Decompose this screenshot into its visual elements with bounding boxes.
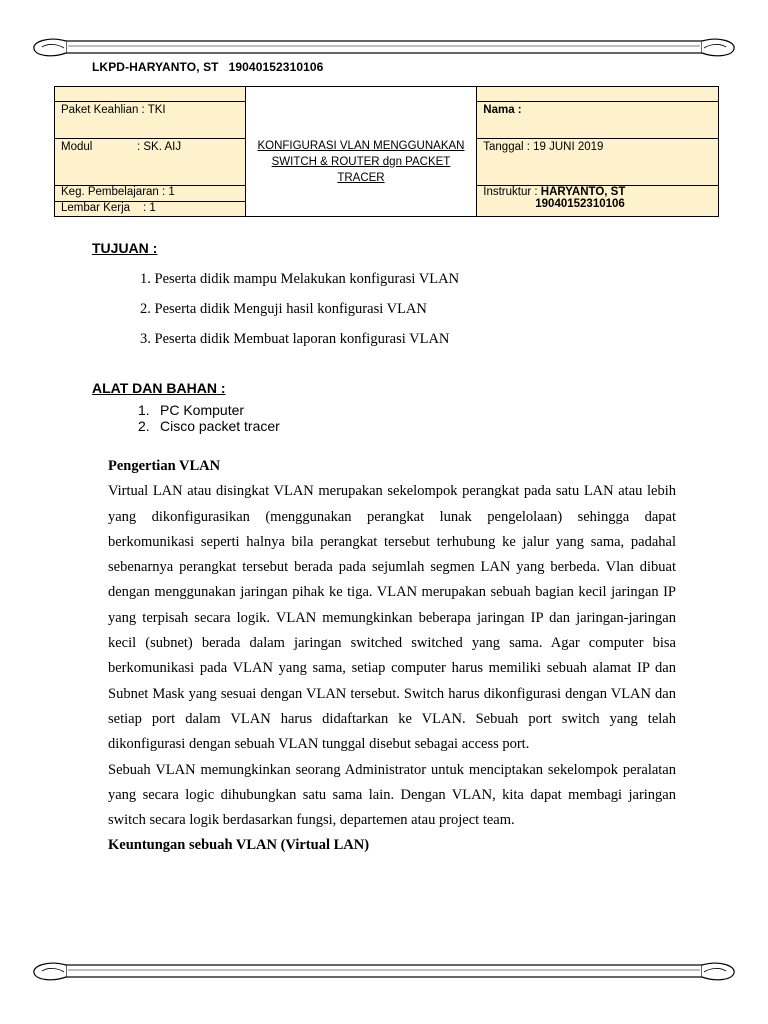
alat-item-1 (138, 402, 280, 418)
modul-cell (55, 139, 246, 186)
lembar-cell (55, 202, 246, 217)
nama-cell (477, 102, 719, 139)
header-author: LKPD-HARYANTO, ST (92, 60, 219, 74)
keuntungan-title: Keuntungan sebuah VLAN (Virtual LAN) (108, 837, 370, 854)
lembar-label: Lembar Kerja (61, 202, 131, 214)
pengertian-title: Pengertian VLAN (108, 458, 221, 474)
modul-label: Modul (61, 141, 93, 153)
keg-pembelajaran: Keg. Pembelajaran : 1 (61, 186, 175, 198)
tanggal-cell (477, 139, 719, 186)
paket-keahlian: Paket Keahlian : TKI (61, 104, 166, 116)
alat-item-2-text: Cisco packet tracer (160, 418, 280, 434)
document-header (92, 60, 323, 74)
pengertian-paragraph-2: Sebuah VLAN memungkinkan seorang Administrator untuk menciptakan sekelompok peralatan yang secara logic dihubungkan satu sama lain. Dengan VLAN, kita dapat membagi jaringan switch secara logik berdasarkan fungsi, departemen atau project team. (108, 761, 676, 829)
module-title-line-2: SWITCH & ROUTER dgn PACKET (271, 155, 451, 168)
header-nip: 19040152310106 (228, 60, 324, 74)
alat-item-2-num: 2. (138, 418, 150, 434)
info-table (54, 86, 719, 217)
instruktur-name: HARYANTO, ST (540, 186, 626, 198)
lembar-value: : 1 (143, 202, 156, 214)
module-title-cell (245, 87, 477, 217)
modul-value: : SK. AIJ (137, 141, 182, 153)
tujuan-item-3: 3. Peserta didik Membuat laporan konfigurasi VLAN (140, 331, 450, 347)
instruktur-label: Instruktur : (483, 186, 538, 198)
alat-item-1-text: PC Komputer (160, 402, 245, 418)
instruktur-cell (477, 186, 719, 217)
module-title-line-1: KONFIGURASI VLAN MENGGUNAKAN (257, 139, 465, 152)
tujuan-heading: TUJUAN : (92, 240, 158, 256)
bottom-scroll-border (28, 958, 740, 988)
instruktur-nip: 19040152310106 (535, 198, 625, 210)
tujuan-list (140, 266, 459, 356)
alat-list (138, 402, 280, 434)
nama-label: Nama : (483, 104, 522, 116)
paket-cell (55, 102, 246, 139)
alat-item-1-num: 1. (138, 402, 150, 418)
module-title-line-3: TRACER (337, 171, 385, 184)
body-section (108, 454, 676, 859)
tujuan-item-1: 1. Peserta didik mampu Melakukan konfigurasi VLAN (140, 271, 460, 287)
keg-cell (55, 186, 246, 202)
pengertian-paragraph-1: Virtual LAN atau disingkat VLAN merupakan sekelompok perangkat pada satu LAN atau lebih yang dikonfigurasikan (menggunakan perangkat lunak pengelolaan) sehingga dapat berkomunikasi seperti halnya bila perangkat tersebut terhubung ke jalur yang sama, padahal sebenarnya perangkat tersebut berada pada sejumlah segmen LAN yang berbeda. Vlan dibuat dengan menggunakan jaringan pihak ke tiga. VLAN merupakan sebuah bagian kecil jaringan IP yang terpisah secara logik. VLAN memungkinkan beberapa jaringan IP dan jaringan-jaringan kecil (subnet) berada dalam jaringan switched switched yang sama. Agar computer bisa berkomunikasi pada VLAN yang sama, setiap computer harus memiliki sebuah alamat IP dan Subnet Mask yang sesuai dengan VLAN tersebut. Switch harus dikonfigurasi dengan VLAN dan setiap port dalam VLAN harus didaftarkan ke VLAN. Sebuah port switch yang telah dikonfigurasi dengan sebuah VLAN tunggal disebut sebagai access port. (108, 483, 676, 753)
tanggal: Tanggal : 19 JUNI 2019 (483, 141, 604, 153)
alat-heading: ALAT DAN BAHAN : (92, 380, 226, 396)
alat-item-2 (138, 418, 280, 434)
tujuan-item-2: 2. Peserta didik Menguji hasil konfigurasi VLAN (140, 301, 427, 317)
